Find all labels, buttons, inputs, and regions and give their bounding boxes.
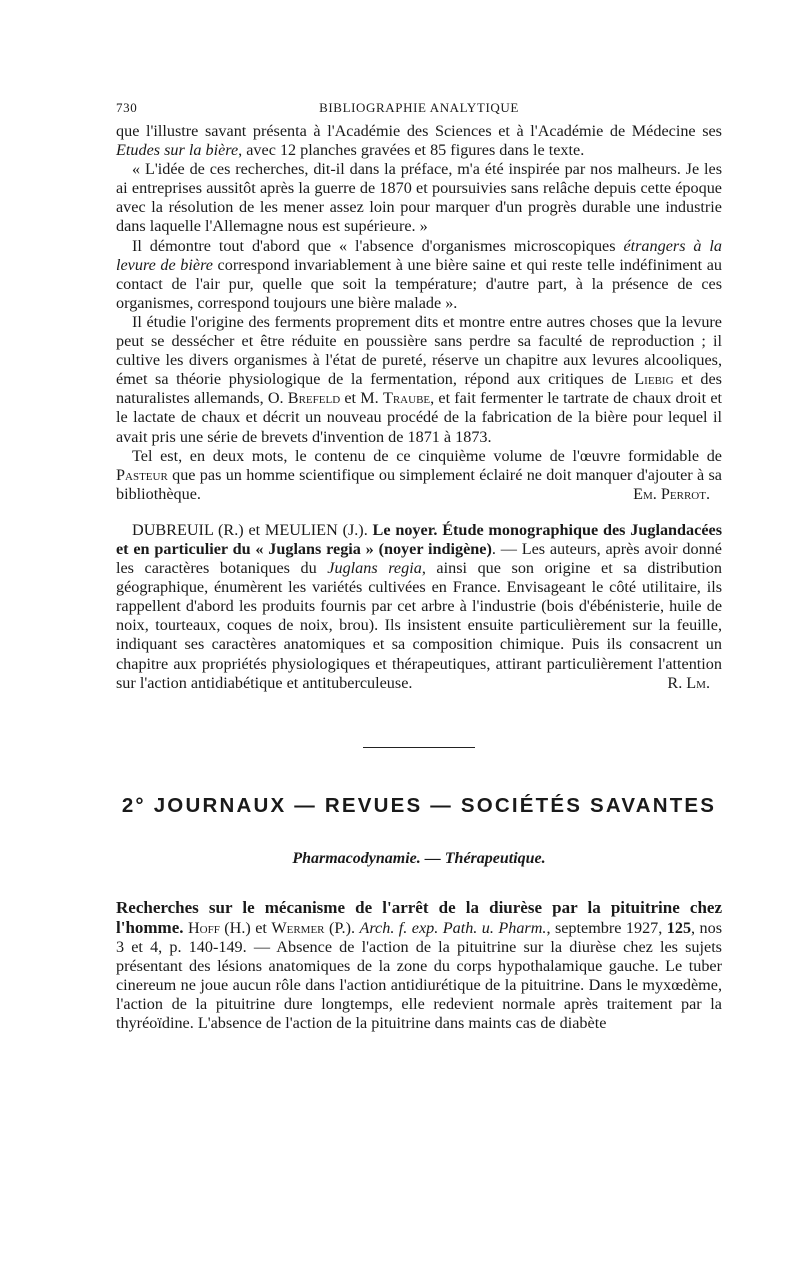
review-paragraph	[116, 237, 722, 313]
author-name: Wermer	[271, 918, 325, 937]
review-authors: DUBREUIL (R.) et MEULIEN (J.).	[132, 520, 373, 539]
person-name: Brefeld	[287, 389, 341, 408]
page	[116, 100, 722, 1033]
article-title: Recherches sur le mécanisme de l'arrêt de la diurèse par la pituitrine chez l'homme.	[116, 897, 722, 937]
text-run: . — Les auteurs, après avoir donné les caractères botaniques du	[116, 539, 722, 578]
text-run: Il démontre tout d'abord que « l'absence d'organismes microscopiques	[132, 236, 624, 255]
species-name: Juglans regia	[327, 559, 422, 578]
volume-number: 125	[666, 918, 692, 937]
running-head	[116, 100, 722, 122]
review-noyer	[116, 521, 722, 693]
review-paragraph	[116, 122, 722, 160]
text-run: , ainsi que son origine et sa distribution géographique, énumèrent les variétés cultivées en France. Envisageant le côté utilitaire, ils rappellent d'abord les produits fournis par cet arbre à l'industrie (bois d'ébénisterie, huile de noix, tourteaux, coques de noix, brou). Ils insistent ensuite particulièrement sur la feuille, indiquant ses caractères anatomiques et sa composition chimique. Puis ils consacrent un chapitre aux propriétés physiologiques et thérapeutiques, attirant particulièrement l'attention sur l'action antidiabétique et antituberculeuse.	[116, 559, 722, 692]
section-subheading: Pharmacodynamie. — Thérapeutique.	[292, 849, 546, 867]
text-run: , septembre 1927,	[546, 918, 667, 937]
text-run: que l'illustre savant présenta à l'Académie des Sciences et à l'Académie de Médecine ses	[116, 122, 722, 140]
reviewer-signature: Em. Perrot.	[633, 484, 710, 503]
text-run: , avec 12 planches gravées et 85 figures dans le texte.	[238, 141, 585, 160]
text-run: (P.).	[324, 918, 360, 937]
article-abstract	[116, 898, 722, 1034]
review-paragraph: « L'idée de ces recherches, dit-il dans la préface, m'a été inspirée par nos malheurs. Je les ai entreprises aussitôt après la guerre de 1870 et poursuivies sans relâche depuis cette époque avec la résolution de les mener assez loin pour marquer d'un progrès durable une industrie dans laquelle l'Allemagne nous est supérieure. »	[116, 160, 722, 236]
book-title: Etudes sur la bière	[116, 141, 239, 160]
review-title: Le noyer. Étude monographique des Juglandacées et en particulier du « Juglans regia » (noyer indigène)	[116, 520, 722, 558]
text-run: que pas un homme scientifique ou simplement éclairé ne doit manquer d'ajouter à sa bibliothèque.	[116, 465, 722, 503]
person-name: Liebig	[634, 370, 674, 389]
text-run: , nos 3 et 4, p. 140-149. — Absence de l'action de la pituitrine sur la diurèse chez les sujets présentant des lésions anatomiques de la zone du corps hypothalamique gauche. Le tuber cinereum ne joue aucun rôle dans l'action antidiurétique de la pituitrine. Dans le myxœdème, l'action de la pituitrine dure longtemps, elle redevient normale après traitement par la thyréoïdine. L'absence de l'action de la pituitrine dans maints cas de diabète	[116, 918, 722, 1033]
italic-phrase: étrangers à la levure de bière	[116, 236, 723, 274]
person-name: Pasteur	[116, 465, 168, 484]
section-divider	[363, 747, 475, 748]
text-run: , et fait fermenter le tartrate de chaux droit et le lactate de chaux et décrit un nouveau procédé de la fabrication de la bière pour lequel il avait pris une série de brevets d'invention de 1871 à 1873.	[116, 389, 723, 446]
review-pasteur	[116, 122, 722, 504]
running-title: BIBLIOGRAPHIE ANALYTIQUE	[319, 100, 519, 115]
text-run: et M.	[340, 389, 383, 408]
text-run: et des naturalistes allemands, O.	[116, 370, 722, 408]
person-name: Traube	[382, 389, 431, 408]
page-number: 730	[116, 100, 138, 115]
journal-name: Arch. f. exp. Path. u. Pharm.	[359, 918, 547, 937]
text-run: correspond invariablement à une bière saine et qui reste telle indéfiniment au contact de l'air pur, quelle que soit la température; d'autre part, à la présence de ces organismes, correspond toujours une bière malade ».	[116, 255, 722, 312]
review-paragraph	[116, 447, 722, 504]
review-paragraph	[116, 313, 722, 447]
text-run: (H.) et	[219, 918, 272, 937]
text-run: Tel est, en deux mots, le contenu de ce cinquième volume de l'œuvre formidable de	[132, 446, 722, 465]
reviewer-signature: R. Lm.	[667, 673, 710, 692]
section-heading: 2° JOURNAUX — REVUES — SOCIÉTÉS SAVANTES	[121, 793, 717, 817]
text-run: Il étudie l'origine des ferments proprement dits et montre entre autres choses que la levure peut se dessécher et être réduite en poussière sans perdre sa faculté de reproduction ; il cultive les divers organismes à l'état de pureté, réserve un chapitre aux levures alcooliques, émet sa théorie physiologique de la fermentation, répond aux critiques de	[116, 312, 722, 389]
author-name: Hoff	[187, 918, 220, 937]
